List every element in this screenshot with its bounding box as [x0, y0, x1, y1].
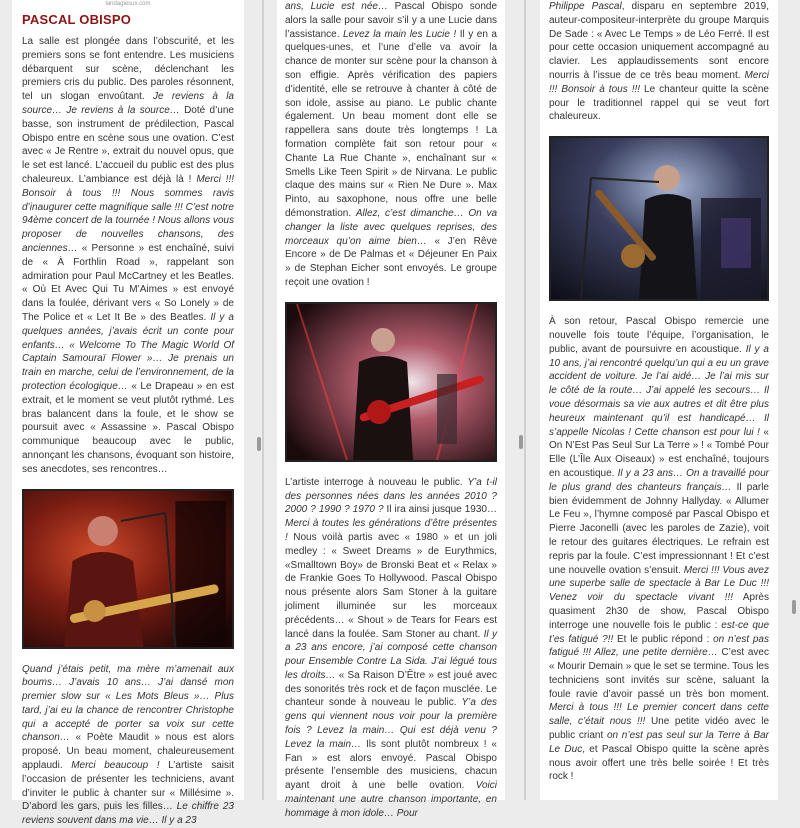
col2-paragraph-1: [285, 0, 497, 290]
text-run: , et Pascal Obispo quitte la scène après nous avoir offert une très belle soirée ! Et très rock !: [549, 744, 769, 783]
quote-run: est-ce que t’es fatigué ?!!: [549, 620, 769, 645]
quote-run: Allez, c’est dimanche… On va changer la liste avec quelques reprises, des morceaux qu’on aime bien…: [285, 208, 497, 247]
concert-photo-guitar-blue: [549, 136, 769, 301]
text-run: Une petite vidéo avec le public criant: [549, 716, 769, 741]
text-run: Après quasiment 2h30 de show, Pascal Obispo interroge une nouvelle fois le public :: [549, 592, 769, 631]
quote-run: Je reviens à la source… Je reviens à la source…: [22, 91, 234, 116]
quote-run: Merci à toutes les générations d’être présentes !: [285, 518, 497, 543]
article-column-3: [540, 0, 778, 800]
quote-run: Quand j’étais petit, ma mère m’amenait aux boums… J’avais 10 ans… J’ai dansé mon premier slow sur « Les Mots Bleus »… Plus tard, j’ai eu la chance de rencontrer Christophe qui a accepté de porter sa voix sur cette chanson…: [22, 664, 234, 744]
quote-run: Il y a 10 ans, j’ai rencontré quelqu’un qui a eu un grave accident de voiture. Je l’ai aidé… Je l’ai mis sur le côté de la route… J’ai appelé les secours… Il voue désormais sa vie aux autres et dit être plus heureux maintenant qu’il est handicapé… Il s’appelle Nicolas ! Cette chanson est pour lui !: [549, 344, 769, 438]
col2-paragraph-2: [285, 476, 497, 821]
text-run: Ils sont plutôt nombreux ! « Fan » est alors envoyé. Pascal Obispo présente l’ensemble des musiciens, chacun ayant droit à une belle ovation.: [285, 739, 497, 791]
quote-run: on n’est pas seul sur la Terre à Bar Le Duc: [549, 730, 769, 755]
quote-run: Merci !!! Bonsoir à tous !!! Nous sommes ravis d’inaugurer cette magnifique salle !!! C’est notre 94ème concert de la tournée ! Nous allons vous proposer de nouvelles chansons, des anciennes…: [22, 174, 234, 254]
quote-run: Philippe Pascal: [549, 1, 622, 12]
column-divider-right: [524, 0, 526, 800]
col3-paragraph-1: [549, 0, 769, 124]
text-run: C’est avec « Mourir Demain » que le set se termine. Tous les techniciens sont invités sur scène, saluant la foule ravie d’avoir passé un très bon moment.: [549, 647, 769, 699]
column-divider-left: [262, 0, 264, 800]
quote-run: Y’a des gens qui viennent nous voir pour la première fois ? Levez la main… Qui est déjà venu ? Levez la main…: [285, 697, 497, 749]
quote-run: ans, Lucie est née…: [285, 1, 388, 12]
col3-paragraph-2: [549, 315, 769, 784]
text-run: « Personne » est enchaîné, suivi de « À Forthlin Road », rappelant son admiration pour Paul McCartney et les Beatles. « Où Et Avec Qui Tu M’Aimes » est envoyé dans la foulée, dérivant vers « So Lonely » de The Police et « Let It Be » des Beatles.: [22, 243, 234, 323]
quote-run: Merci !!! Vous avez une superbe salle de spectacle à Bar Le Duc !!! Venez voir du spectacle vivant !!!: [549, 565, 769, 604]
scrollbar-thumb-left[interactable]: [257, 437, 261, 451]
concert-photo-bass: [22, 489, 234, 649]
quote-run: Voici maintenant une autre chanson importante, en hommage à mon idole… Pour: [285, 780, 497, 819]
text-run: Pascal Obispo sonde alors la salle pour savoir s’il y a une Lucie dans l’assistance.: [285, 1, 497, 40]
text-run: La salle est plongée dans l’obscurité, et les premiers sons se font entendre. Les musiciens débarquent sur scène, déclenchant les premiers cris du public. Des paroles résonnent, tel un slogan envoûtant.: [22, 36, 234, 102]
text-run: Le chanteur quitte la scène pour le traditionnel rappel qui se veut fort chaleureux.: [549, 84, 769, 123]
text-run: Doté d’une basse, son instrument de prédilection, Pascal Obispo entre en scène sous une ovation. C’est avec « Je Rentre », extrait du nouvel opus, que le set est lancé. L’accueil du public est des plus chaleureux. L’ambiance est déjà là !: [22, 105, 234, 185]
article-column-2: [277, 0, 505, 800]
text-run: « Poète Maudit » nous est alors proposé. Un beau moment, chaleureusement applaudi.: [22, 732, 234, 771]
site-watermark: landagiesux.com: [22, 0, 234, 8]
quote-run: Merci beaucoup !: [71, 760, 159, 771]
quote-run: Merci !!! Bonsoir à tous !!!: [549, 70, 769, 95]
quote-run: Merci à tous !!! Le premier concert dans cette salle, c’était nous !!!: [549, 702, 769, 727]
article-heading: PASCAL OBISPO: [22, 12, 234, 27]
quote-run: Levez la main les Lucie !: [343, 29, 456, 40]
concert-photo-guitar-red: [285, 302, 497, 462]
text-run: L’artiste saisit l’occasion de présenter les techniciens, avant d’inviter le public à chanter sur « Millésime ». D’abord les gars, puis les filles…: [22, 760, 234, 812]
text-run: « Sa Raison D’Être » est joué avec des sonorités très rock et de façon musclée. Le chanteur sonde à nouveau le public.: [285, 670, 497, 709]
text-run: Nous voilà partis avec « 1980 » et un joli medley : « Sweet Dreams » de Eurythmics, «Smalltown Boy» de Bronski Beat et « Relax » de Frankie Goes To Hollywood. Pascal Obispo nous présente alors Sam Stoner à la guitare joliment illuminée sur les morceaux précédents… « Shout » de Tears for Fears est lancé dans la foulée. Sam Stoner au chant.: [285, 532, 497, 640]
article-column-1: [12, 0, 244, 800]
quote-run: Il y a 23 ans… On a travaillé pour le plus grand des chanteurs français…: [549, 468, 769, 493]
text-run: Et le public répond :: [613, 634, 713, 645]
text-run: Il y en a quelques-unes, et l’une d’elle va avoir la chance de monter sur scène pour la chanson à son effigie. Après vérification des papiers d’identité, elle se retrouve à chanter à côté de son idole, assise au piano. Le public chante également. Un beau moment dont elle se rappellera sans doute très longtemps ! La formation complète fait son retour pour « Chante La Rue Chante », enchaînant sur « Smells Like Teen Spirit » de Nirvana. Le public claque des mains sur « Rien Ne Dure ». Max Pinto, au saxophone, nous offre une belle démonstration.: [285, 29, 497, 219]
text-run: « Le Drapeau » en est extrait, et le moment se veut plutôt rythmé. Les bras balancent dans la foule, et le show se poursuit avec « Assassine ». Pascal Obispo communique beaucoup avec le public, annonçant les chansons, évoquant son histoire, ses anecdotes, ses rencontres…: [22, 381, 234, 475]
scrollbar-thumb-right[interactable]: [792, 600, 796, 614]
text-run: « J’en Rêve Encore » de De Palmas et « Déjeuner En Paix » de Stephan Eicher sont envoyés. Le groupe reçoit une ovation !: [285, 236, 497, 288]
quote-run: Y’a t-il des personnes nées dans les années 2010 ? 2000 ? 1990 ? 1970 ?: [285, 477, 497, 516]
scrollbar-thumb-middle[interactable]: [519, 435, 523, 449]
col1-paragraph-1: [22, 35, 234, 477]
text-run: , disparu en septembre 2019, auteur-compositeur-interprète du groupe Marquis De Sade : « Avec Le Temps » de Léo Ferré. Il est pour cette occasion uniquement accompagné au clavier. Les applaudissements sont encore nourris à l’issue de ce très beau moment.: [549, 1, 769, 81]
text-run: Il ira ainsi jusque 1930…: [384, 504, 497, 515]
quote-run: on n’est pas fatigué !!! Allez, une petite dernière…: [549, 634, 769, 659]
col1-paragraph-2: [22, 663, 234, 828]
text-run: « On N’Est Pas Seul Sur La Terre » ! « Tombé Pour Elle (L’Île Aux Oiseaux) » est enchaîné, toujours en acoustique.: [549, 427, 769, 479]
quote-run: Le chiffre 23 reviens souvent dans ma vie… Il y a 23: [22, 801, 234, 826]
quote-run: Il y a quelques années, j’avais écrit un conte pour enfants… « Welcome To The Magic World Of Captain Samouraï Flower »… Je prenais un train en marche, celui de l’environnement, de la protection écologique…: [22, 312, 234, 392]
text-run: L’artiste interroge à nouveau le public.: [285, 477, 467, 488]
text-run: Il parle bien évidemment de Johnny Hallyday. « Allumer Le Feu », l’hymne composé par Pascal Obispo et Pierre Jaconelli (avec les paroles de Zazie), voit le retour des guitares électriques. Le refrain est repris par la foule. C’est impressionnant ! Et c’est une nouvelle ovation s’ensuit.: [549, 482, 769, 576]
text-run: À son retour, Pascal Obispo remercie une nouvelle fois toute l’équipe, l’organisation, le public, avant de poursuivre en acoustique.: [549, 316, 769, 355]
quote-run: Il y a 23 ans encore, j’ai composé cette chanson pour Ensemble Contre La Sida. J’ai légué tous les droits…: [285, 629, 497, 681]
